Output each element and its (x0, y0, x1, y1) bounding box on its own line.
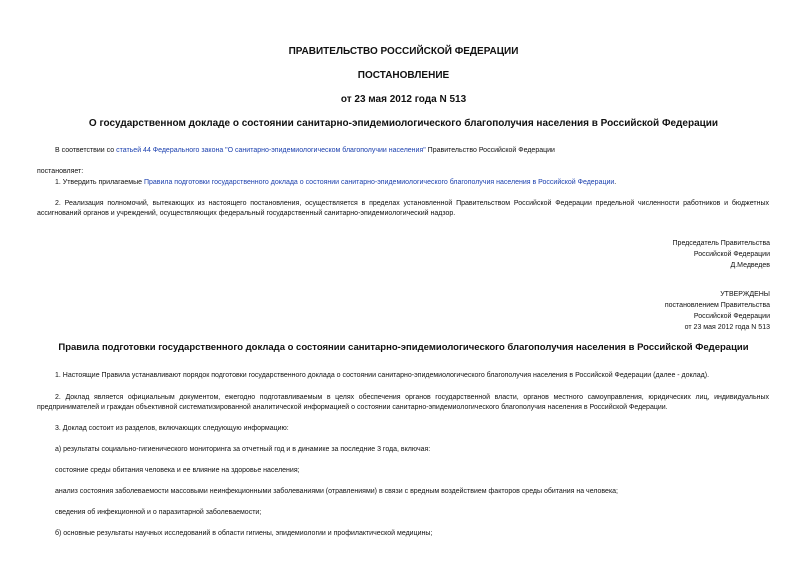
approval-line-4: от 23 мая 2012 года N 513 (684, 324, 770, 331)
rules-item-a-1: состояние среды обитания человека и ее влияние на здоровье населения; (55, 467, 300, 474)
preamble-prefix: В соответствии со (55, 147, 117, 154)
approval-line-1: УТВЕРЖДЕНЫ (720, 291, 770, 298)
decree-item-1 (55, 178, 616, 188)
rules-paragraph-1: 1. Настоящие Правила устанавливают порядок подготовки государственного доклада о состоянии санитарно-эпидемиологического благополучия населения в Российской Федерации (далее - доклад). (55, 372, 710, 379)
rules-title: Правила подготовки государственного доклада о состоянии санитарно-эпидемиологического благополучия населения в Российской Федерации (58, 342, 749, 353)
document-type-heading: ПОСТАНОВЛЕНИЕ (357, 70, 450, 81)
government-heading: ПРАВИТЕЛЬСТВО РОССИЙСКОЙ ФЕДЕРАЦИИ (288, 46, 519, 57)
item1-suffix: . (614, 179, 617, 186)
approval-line-3: Российской Федерации (693, 313, 770, 320)
rules-item-b: б) основные результаты научных исследований в области гигиены, эпидемиологии и профилактической медицины; (55, 530, 433, 537)
document-title: О государственном докладе о состоянии санитарно-эпидемиологического благополучия населения в Российской Федерации (88, 118, 719, 129)
rules-item-a: а) результаты социально-гигиенического мониторинга за отчетный год и в динамике за последние 3 года, включая: (55, 446, 431, 453)
item1-prefix: 1. Утвердить прилагаемые (55, 179, 144, 186)
signature-position-2: Российской Федерации (693, 251, 770, 258)
decree-item-2: 2. Реализация полномочий, вытекающих из настоящего постановления, осуществляется в пределах установленной Правительством Российской Федерации предельной численности работников и бюджетных ассигнований органов и учреждений, осуществляющих федеральный государственный санитарно-эпидемиологический надзор. (37, 200, 769, 217)
rules-item-a-2: анализ состояния заболеваемости массовыми неинфекционными заболеваниями (отравлениями) в связи с вредным воздействием факторов среды обитания на человека; (55, 488, 618, 495)
federal-law-link[interactable]: статьей 44 Федерального закона "О санитарно-эпидемиологическом благополучии населения" (116, 147, 426, 154)
resolves-text: постановляет: (37, 168, 84, 175)
rules-item-a-3: сведения об инфекционной и о паразитарной заболеваемости; (55, 509, 262, 516)
preamble-paragraph (55, 146, 555, 156)
rules-paragraph-3: 3. Доклад состоит из разделов, включающих следующую информацию: (55, 425, 289, 432)
signature-position-1: Председатель Правительства (672, 240, 770, 247)
approval-line-2: постановлением Правительства (664, 302, 770, 309)
preamble-suffix: Правительство Российской Федерации (425, 147, 555, 154)
date-number-heading: от 23 мая 2012 года N 513 (340, 94, 467, 105)
signature-name: Д.Медведев (730, 262, 770, 269)
rules-link[interactable]: Правила подготовки государственного доклада о состоянии санитарно-эпидемиологического благополучия населения в Российской Федерации (143, 179, 615, 186)
rules-paragraph-2: 2. Доклад является официальным документом, ежегодно подготавливаемым в целях обеспечения органов государственной власти, органов местного самоуправления, юридических лиц, индивидуальных предпринимателей и граждан объективной систематизированной аналитической информацией о состоянии санитарно-эпидемиологического благополучия населения в Российской Федерации. (37, 394, 769, 411)
